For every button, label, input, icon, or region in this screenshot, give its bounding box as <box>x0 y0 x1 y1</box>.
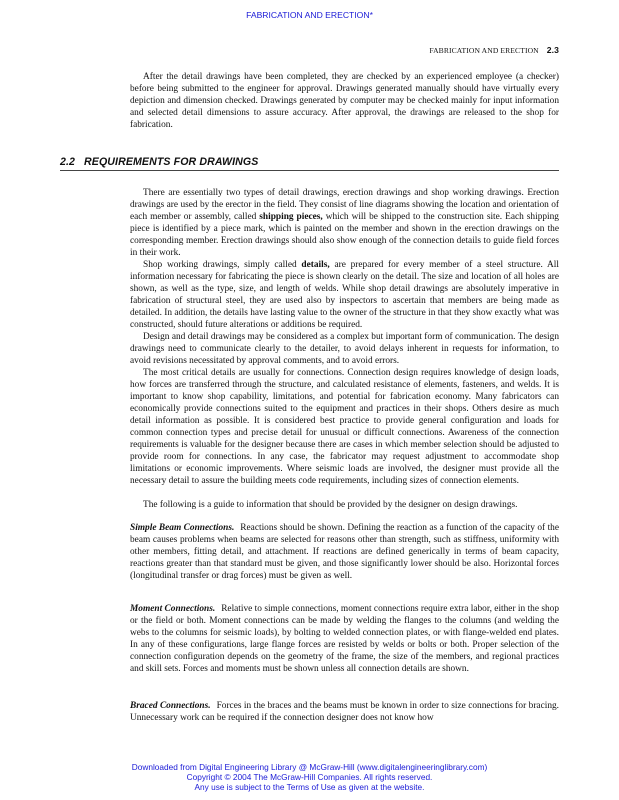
paragraph-drawing-types <box>130 187 559 259</box>
footer-download-link[interactable]: Downloaded from Digital Engineering Library @ McGraw-Hill (www.digitalengineeringlibrary.com) <box>131 762 488 772</box>
section-title: REQUIREMENTS FOR DRAWINGS <box>84 156 259 168</box>
section-number: 2.2 <box>60 156 76 168</box>
footer-terms-link[interactable]: Any use is subject to the Terms of Use as given at the website. <box>194 781 425 792</box>
moment-connections <box>130 603 559 675</box>
braced-connections <box>130 700 559 724</box>
text-run: Reactions should be shown. Defining the reaction as a function of the capacity of the beam causes problems when beams are selected for reasons other than strength, such as stiffness, uniformity with other members, fitting detail, and attachment. If reactions are defined generically in terms of beam capacity, reactions greater than that standard must be given, and those significantly lower should be also. Horizontal forces (longitudinal transfer or drag forces) must be given as well. <box>130 523 559 582</box>
paragraph-connections: The most critical details are usually for connections. Connection design requires knowledge of design loads, how forces are transferred through the structure, and calculated resistance of elements, fasteners, and welds. It is important to know shop capability, limitations, and potential for fabrication economy. Many fabricators can economically provide connections suited to the equipment and practices in their shops. Others desire as much detail information as possible. It is considered best practice to provide general configuration and loads for common connection types and precise detail for unusual or difficult connections. Awareness of the connection requirements is valuable for the designer because there are cases in which member selection should be adjusted to provide room for connections. In any case, the fabricator may request adjustment to accommodate shop limitations or economic improvements. Where seismic loads are involved, the designer must provide all the necessary detail to assure the building meets code requirements, including sizes of connection elements. <box>130 368 559 487</box>
intro-paragraph: After the detail drawings have been completed, they are checked by an experienced employee (a checker) before being submitted to the engineer for approval. Drawings generated manually should have virtually every depiction and dimension checked. Drawings generated by computer may be checked mainly for input information and selected detail dimensions to assure accuracy. After approval, the drawings are released to the shop for fabrication. <box>130 72 559 131</box>
footer-copyright: Copyright © 2004 The McGraw-Hill Companies. All rights reserved. <box>186 771 433 782</box>
text-run: Shop working drawings, simply called <box>143 260 302 270</box>
section-heading <box>60 156 559 168</box>
runin-heading: Moment Connections. <box>130 604 216 614</box>
paragraph-shop-drawings <box>130 259 559 331</box>
top-banner: FABRICATION AND ERECTION* <box>246 10 373 20</box>
term-shipping-pieces: shipping pieces, <box>259 212 323 223</box>
page-number: 2.3 <box>546 45 559 55</box>
paragraph-communication: Design and detail drawings may be considered as a complex but important form of communication. The design drawings need to communicate clearly to the detailer, to avoid delays inherent in requests for information, to avoid revisions necessitated by approval comments, and to avoid errors. <box>130 332 559 367</box>
runin-heading: Braced Connections. <box>130 701 211 711</box>
text-run: There are essentially two types of detail drawings, erection drawings and shop working drawings. Erection drawings are used by the erector in the field. They consist of line diagrams showing the location and orientation of each member or assembly, called <box>130 188 559 223</box>
term-details: details, <box>301 260 330 270</box>
text-run: Relative to simple connections, moment connections require extra labor, either in the shop or the field or both. Moment connections can be made by welding the flanges to the columns (and welding the webs to the columns for seismic loads), by bolting to welded connection plates, or with flange-welded end plates. In any of these configurations, large flange forces are resisted by welds or bolts or both. Proper selection of the connection configuration depends on the geometry of the frame, the size of the members, and regional practices and skill sets. Forces and moments must be shown unless all connection details are shown. <box>130 604 559 675</box>
running-header <box>429 45 559 55</box>
runin-heading: Simple Beam Connections. <box>130 523 235 533</box>
text-run: Forces in the braces and the beams must be known in order to size connections for bracing. Unnecessary work can be required if the connection designer does not know how <box>130 701 559 724</box>
running-title: FABRICATION AND ERECTION <box>429 46 539 55</box>
text-run: which will be shipped to the construction site. Each shipping piece is identified by a piece mark, which is painted on the member and shown in the erection drawings on the corresponding member. Erection drawings should also show enough of the connection details to guide field forces in their work. <box>130 212 559 259</box>
footer-notice <box>0 763 619 792</box>
text-run: are prepared for every member of a steel structure. All information necessary for fabricating the piece is shown clearly on the detail. The size and location of all holes are shown, as well as the type, size, and length of welds. While shop detail drawings are absolutely imperative in fabrication of structural steel, they are used also by inspectors to ascertain that members are being made as detailed. In addition, the details have lasting value to the owner of the structure in that they show exactly what was constructed, should future alterations or additions be required. <box>130 260 559 331</box>
simple-beam-connections <box>130 522 559 582</box>
paragraph-guide: The following is a guide to information that should be provided by the designer on design drawings. <box>143 500 518 510</box>
section-divider <box>60 170 559 171</box>
